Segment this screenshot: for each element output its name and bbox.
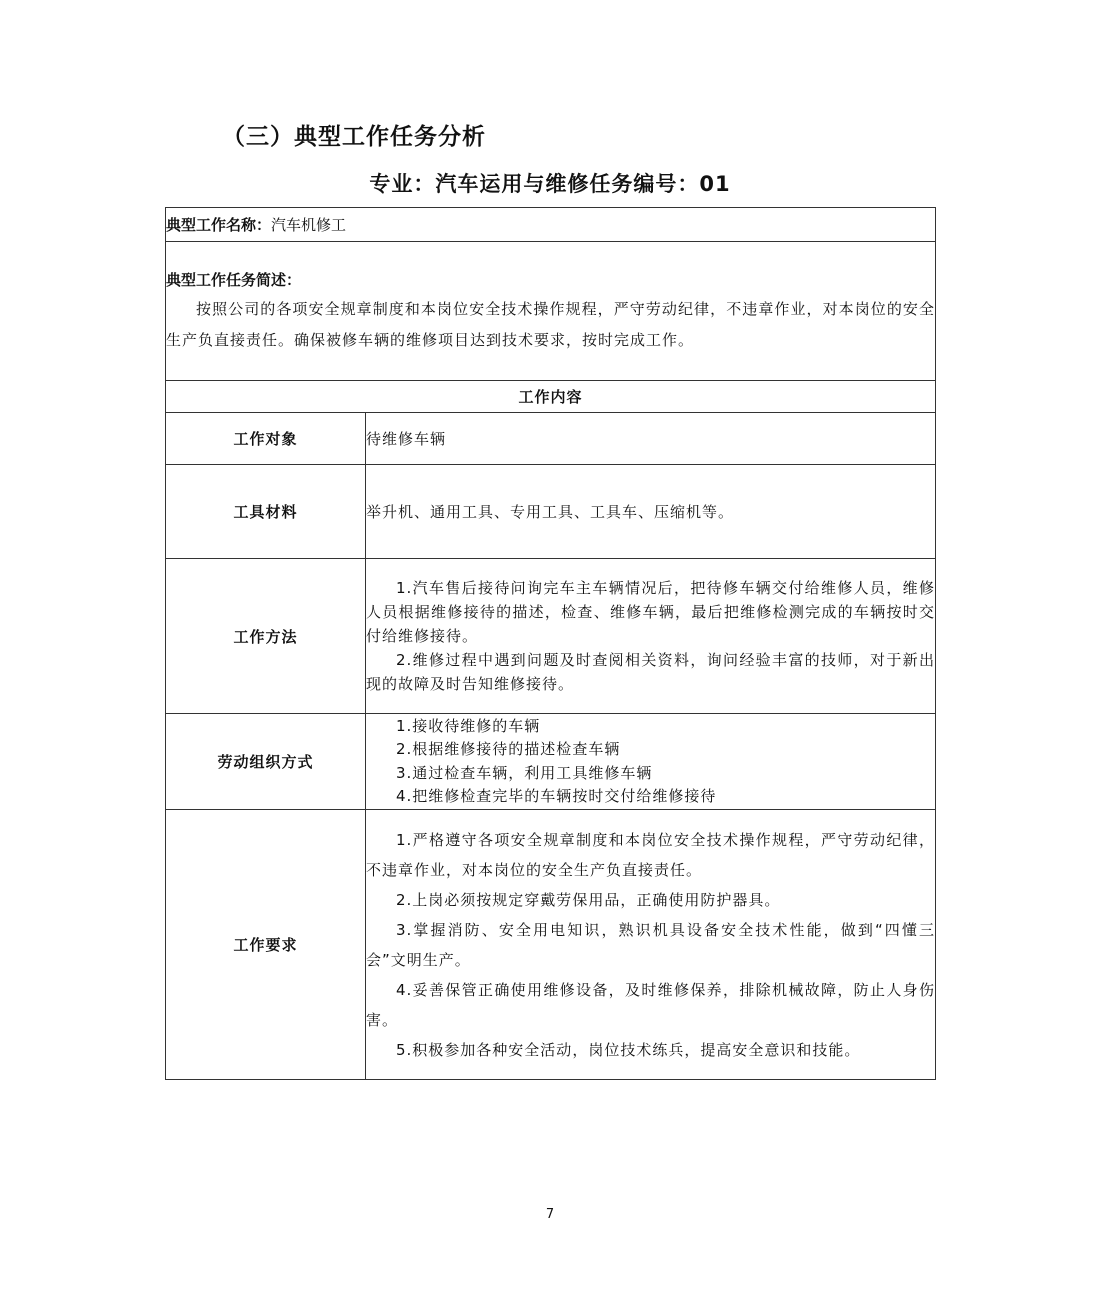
page-number: 7 [545, 1207, 555, 1222]
section-heading: （三）典型工作任务分析 [222, 124, 486, 150]
tools-row [166, 465, 936, 559]
work-content-header: 工作内容 [166, 381, 936, 413]
job-name-label: 典型工作名称： [166, 216, 272, 234]
requirement-paragraph: 3.掌握消防、安全用电知识，熟识机具设备安全技术性能，做到“四懂三会”文明生产。 [366, 920, 935, 969]
method-row [166, 559, 936, 714]
work-object-label: 工作对象 [166, 413, 366, 465]
requirement-paragraph: 4.妥善保管正确使用维修设备，及时维修保养，排除机械故障，防止人身伤害。 [366, 980, 935, 1029]
organization-row [166, 714, 936, 810]
table-caption: 专业：汽车运用与维修任务编号：01 [369, 172, 731, 196]
method-label: 工作方法 [166, 559, 366, 714]
organization-cell [366, 714, 936, 810]
method-cell [366, 559, 936, 714]
job-name-value: 汽车机修工 [271, 216, 347, 234]
work-object-row [166, 413, 936, 465]
organization-item: 2.根据维修接待的描述检查车辆 [396, 740, 621, 758]
task-description-text: 按照公司的各项安全规章制度和本岗位安全技术操作规程，严守劳动纪律，不违章作业，对本岗位的安全生产负直接责任。确保被修车辆的维修项目达到技术要求，按时完成工作。 [166, 300, 935, 349]
requirements-row [166, 810, 936, 1080]
requirement-paragraph: 1.严格遵守各项安全规章制度和本岗位安全技术操作规程，严守劳动纪律，不违章作业，对本岗位的安全生产负直接责任。 [366, 830, 935, 879]
method-paragraph: 2.维修过程中遇到问题及时查阅相关资料，询问经验丰富的技师，对于新出现的故障及时告知维修接待。 [366, 651, 935, 693]
organization-label: 劳动组织方式 [166, 714, 366, 810]
requirements-cell [366, 810, 936, 1080]
requirements-label: 工作要求 [166, 810, 366, 1080]
requirement-paragraph: 5.积极参加各种安全活动，岗位技术练兵，提高安全意识和技能。 [396, 1040, 861, 1059]
task-analysis-table [165, 207, 936, 1080]
job-name-cell [166, 208, 936, 242]
work-object-value: 待维修车辆 [366, 413, 936, 465]
task-description-label: 典型工作任务简述： [166, 271, 302, 289]
task-description-cell [166, 242, 936, 381]
organization-item: 4.把维修检查完毕的车辆按时交付给维修接待 [396, 787, 717, 805]
organization-item: 1.接收待维修的车辆 [396, 716, 541, 735]
organization-item: 3.通过检查车辆，利用工具维修车辆 [396, 763, 653, 782]
tools-label: 工具材料 [166, 465, 366, 559]
tools-value: 举升机、通用工具、专用工具、工具车、压缩机等。 [366, 465, 936, 559]
requirement-paragraph: 2.上岗必须按规定穿戴劳保用品，正确使用防护器具。 [396, 890, 781, 909]
method-paragraph: 1.汽车售后接待问询完车主车辆情况后，把待修车辆交付给维修人员，维修人员根据维修接待的描述，检查、维修车辆，最后把维修检测完成的车辆按时交付给维修接待。 [366, 579, 935, 645]
